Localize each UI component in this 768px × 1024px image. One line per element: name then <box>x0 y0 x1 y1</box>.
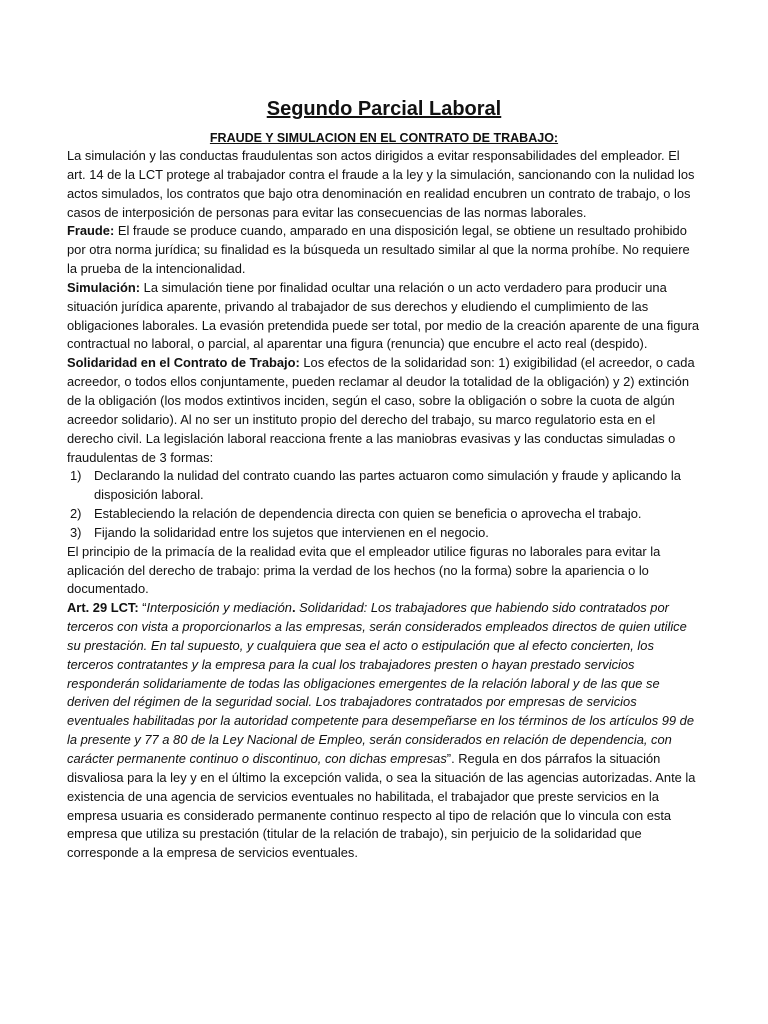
art29-commentary: Regula en dos párrafos la situación disvaliosa para la ley y en el último la excepción valida, o sea la situación de las agencias autorizadas. Ante la existencia de una agencia de servicios eventuales no habilitada, el trabajador que preste servicios en la empresa usuaria es considerado permanente continuo respecto al tipo de relación que lo vincula con esta empresa que utiliza su prestación (titular de la relación de trabajo), sin perjuicio de la solidaridad que corresponde a la empresa de servicios eventuales. <box>67 751 696 861</box>
simulacion-paragraph <box>67 279 701 354</box>
list-text: Fijando la solidaridad entre los sujetos que intervienen en el negocio. <box>94 524 489 540</box>
list-item <box>67 467 701 505</box>
fraude-label: Fraude: <box>67 223 115 239</box>
fraude-paragraph <box>67 222 701 279</box>
list-text: Estableciendo la relación de dependencia directa con quien se beneficia o aprovecha el trabajo. <box>94 506 642 522</box>
close-quote: ”. <box>446 751 455 766</box>
simulacion-text: La simulación tiene por finalidad ocultar una relación o un acto verdadero para producir una situación jurídica aparente, privando al trabajador de sus derechos y eludiendo el cumplimiento de las obligaciones laborales. La evasión pretendida puede ser total, por medio de la creación aparente de una figura contractual no laboral, o parcial, al aparentar una figura (renuncia) que encubre el acto real (despido). <box>67 279 700 352</box>
solidaridad-text: Los efectos de la solidaridad son: 1) exigibilidad (el acreedor, o cada acreedor, o todos ellos conjuntamente, pueden reclamar al deudor la totalidad de la obligación) y 2) extinción de la obligación (los modos extintivos inciden, según el caso, sobre la obligación o sobre la cuota de algún acreedor solidario). Al no ser un instituto propio del derecho del trabajo, su marco regulatorio esta en el derecho civil. La legislación laboral reacciona frente a las maniobras evasivas y las conductas simuladas o fraudulentas de 3 formas: <box>67 355 695 465</box>
art29-dot: . <box>291 600 296 616</box>
open-quote: “ <box>138 600 147 616</box>
list-item <box>67 505 701 524</box>
art29-solidaridad-label: Solidaridad: <box>295 600 368 616</box>
list-item <box>67 524 701 543</box>
art29-quote-1: Los trabajadores que habiendo sido contratados por terceros con vista a proporcionarlos a las empresas, serán considerados empleados directos de quien utilice su prestación. <box>67 600 687 653</box>
fraude-text: El fraude se produce cuando, amparado en una disposición legal, se obtiene un resultado prohibido por otra norma jurídica; su finalidad es la búsqueda un resultado similar al que la norma prohíbe. No requiere la prueba de la intencionalidad. <box>67 223 690 277</box>
principio-paragraph: El principio de la primacía de la realidad evita que el empleador utilice figuras no laborales para evitar la aplicación del derecho de trabajo: prima la verdad de los hechos (no la forma) sobre la apariencia o lo documentado. <box>67 543 661 597</box>
list-number: 2) <box>70 506 82 522</box>
forms-list <box>67 467 701 542</box>
art29-quote-2: En tal supuesto, y cualquiera que sea el acto o estipulación que al efecto concierten, los terceros contratantes y la empresa para la cual los trabajadores presten o hayan prestado servicios responderán solidariamente de todas las obligaciones emergentes de la relación laboral y de las que se deriven del régimen de la seguridad social. <box>67 637 660 710</box>
art29-quote-3: Los trabajadores contratados por empresas de servicios eventuales habilitadas por la autoridad competente para desempeñarse en los términos de los artículos 99 de la presente y 77 a 80 de la Ley Nacional de Empleo, serán considerados en relación de dependencia, con carácter permanente continuo o discontinuo, con dichas empresas <box>67 694 695 766</box>
list-number: 1) <box>70 468 82 484</box>
simulacion-label: Simulación: <box>67 279 141 295</box>
document-title: Segundo Parcial Laboral <box>266 98 502 120</box>
art29-label: Art. 29 LCT: <box>67 600 139 616</box>
art29-heading: Interposición y mediación <box>146 600 292 616</box>
art29-paragraph <box>67 599 701 863</box>
section-heading: FRAUDE Y SIMULACION EN EL CONTRATO DE TRABAJO: <box>209 131 559 145</box>
document-page <box>67 96 701 863</box>
solidaridad-paragraph <box>67 354 701 467</box>
solidaridad-label: Solidaridad en el Contrato de Trabajo: <box>67 355 300 371</box>
intro-paragraph: La simulación y las conductas fraudulentas son actos dirigidos a evitar responsabilidades del empleador. El art. 14 de la LCT protege al trabajador contra el fraude a la ley y la simulación, sancionando con la nulidad los actos simulados, los contratos que bajo otra denominación en realidad encubren un contrato de trabajo, o los casos de interposición de personas para evitar las consecuencias de las normas laborales. <box>67 148 695 220</box>
list-number: 3) <box>70 524 82 540</box>
list-text: Declarando la nulidad del contrato cuando las partes actuaron como simulación y fraude y aplicando la disposición laboral. <box>94 468 681 503</box>
